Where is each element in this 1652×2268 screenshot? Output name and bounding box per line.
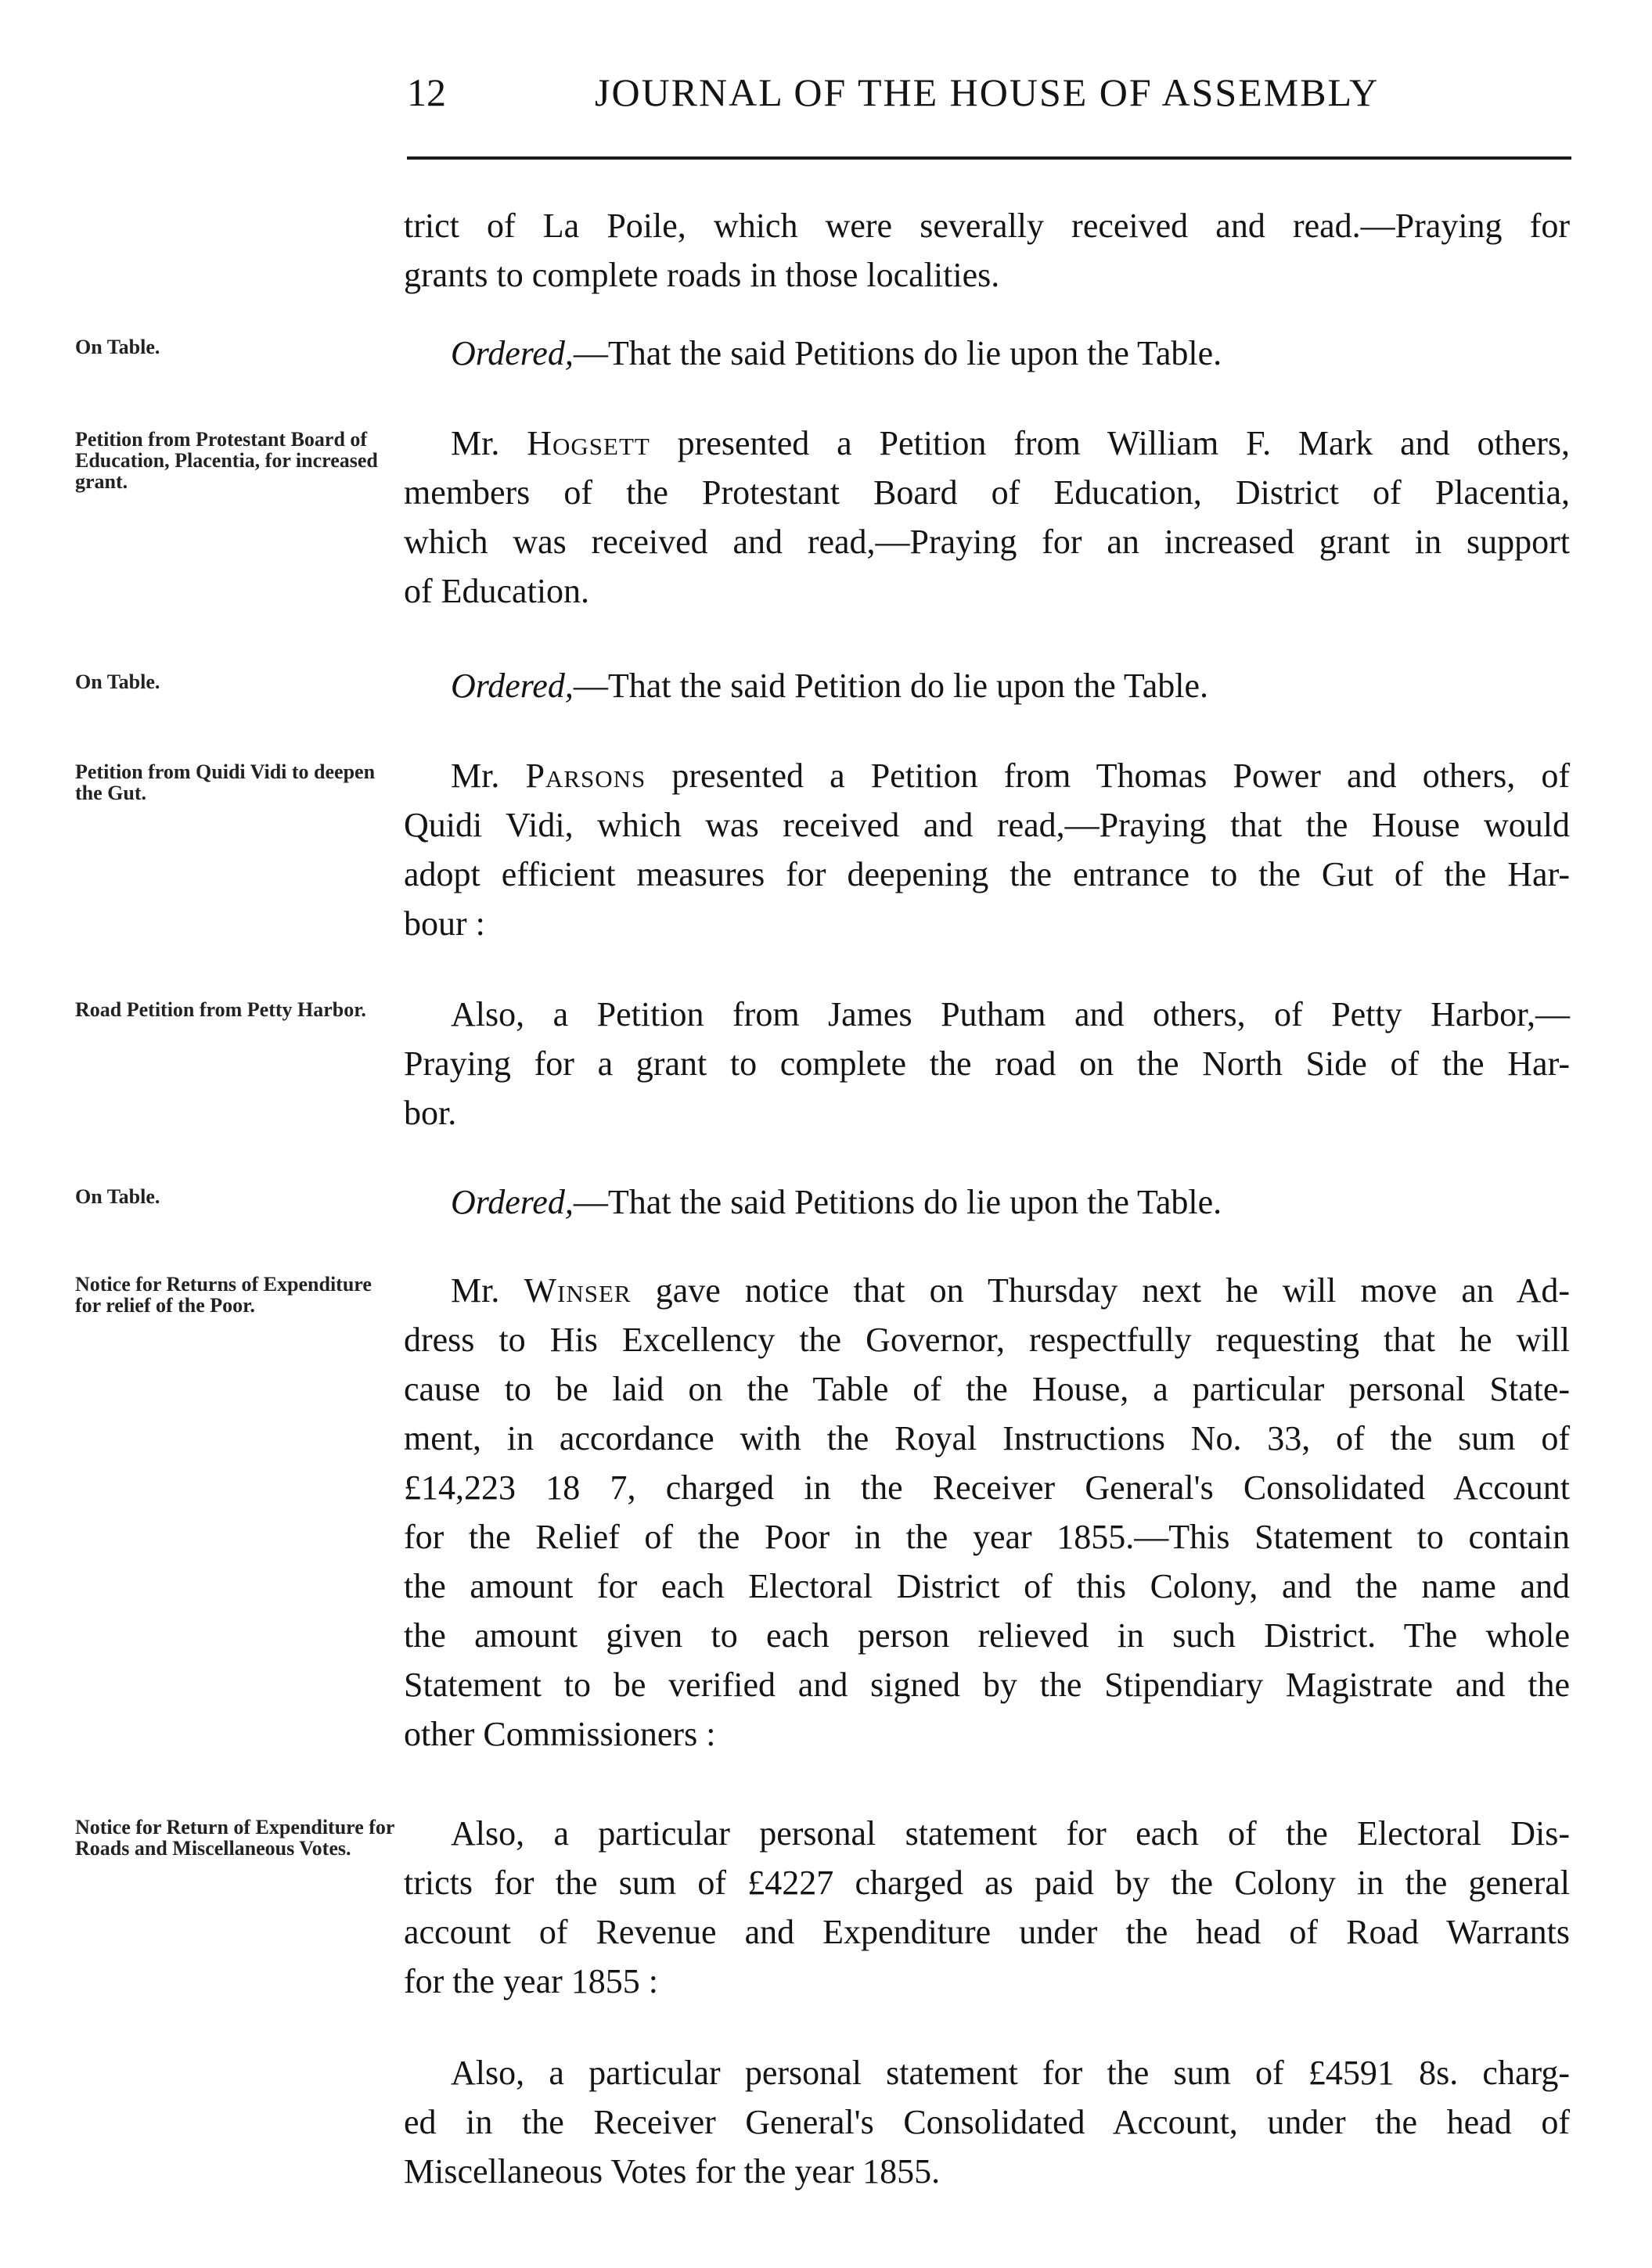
margin-note-protestant-board: Petition from Protestant Board of Education, Placentia, for increased grant. bbox=[75, 428, 378, 493]
text-line: Quidi Vidi, which was received and read,—Praying that the House would bbox=[404, 806, 1570, 844]
text-line: trict of La Poile, which were severally received and read.—Praying for bbox=[404, 207, 1570, 245]
text-line: Praying for a grant to complete the road on the North Side of the Har- bbox=[404, 1044, 1570, 1083]
paragraph-miscellaneous-votes bbox=[404, 2048, 1570, 2196]
page-number: 12 bbox=[407, 70, 446, 114]
ordered-label: Ordered, bbox=[451, 334, 574, 372]
margin-note-on-table-2: On Table. bbox=[75, 670, 160, 693]
ordered-text: —That the said Petitions do lie upon the Table. bbox=[573, 1183, 1222, 1221]
member-name: Parsons bbox=[525, 757, 646, 795]
text-line: bor. bbox=[404, 1094, 457, 1132]
text-line: tricts for the sum of £4227 charged as paid by the Colony in the general bbox=[404, 1864, 1570, 1902]
text-line: for the Relief of the Poor in the year 1855.—This Statement to contain bbox=[404, 1518, 1570, 1556]
paragraph-hogsett-petition bbox=[404, 419, 1570, 616]
header-rule bbox=[407, 156, 1571, 160]
paragraph-petty-harbor-petition bbox=[404, 990, 1570, 1138]
margin-note-quidi-vidi: Petition from Quidi Vidi to deepen the Gut. bbox=[75, 760, 376, 804]
margin-note-poor-relief: Notice for Returns of Expenditure for relief of the Poor. bbox=[75, 1273, 372, 1317]
text-line: bour : bbox=[404, 904, 485, 943]
page-header bbox=[407, 69, 1565, 116]
paragraph-road-warrants bbox=[404, 1809, 1570, 2006]
text-line: Miscellaneous Votes for the year 1855. bbox=[404, 2152, 941, 2191]
text-line: adopt efficient measures for deepening the entrance to the Gut of the Har- bbox=[404, 855, 1570, 893]
paragraph-ordered-1 bbox=[404, 329, 1570, 378]
text-line: presented a Petition from Thomas Power and others, of bbox=[646, 757, 1570, 795]
ordered-text: —That the said Petitions do lie upon the Table. bbox=[573, 334, 1222, 372]
text-line: which was received and read,—Praying for an increased grant in support bbox=[404, 523, 1570, 561]
margin-note-petty-harbor: Road Petition from Petty Harbor. bbox=[75, 998, 366, 1021]
text-line: dress to His Excellency the Governor, respectfully requesting that he will bbox=[404, 1321, 1570, 1359]
text-line: grants to complete roads in those localities. bbox=[404, 256, 1000, 294]
text-line: Also, a particular personal statement for the sum of £4591 8s. charg- bbox=[451, 2054, 1570, 2092]
text-line: gave notice that on Thursday next he will move an Ad- bbox=[631, 1271, 1571, 1310]
text-line: the amount for each Electoral District of this Colony, and the name and bbox=[404, 1567, 1570, 1605]
margin-note-on-table-1: On Table. bbox=[75, 336, 160, 358]
ordered-label: Ordered, bbox=[451, 1183, 574, 1221]
member-title: Mr. bbox=[451, 1271, 500, 1310]
running-title: JOURNAL OF THE HOUSE OF ASSEMBLY bbox=[595, 70, 1380, 114]
ordered-text: —That the said Petition do lie upon the Table. bbox=[573, 667, 1209, 705]
text-line: the amount given to each person relieved in such District. The whole bbox=[404, 1616, 1570, 1655]
paragraph-parsons-petition bbox=[404, 751, 1570, 948]
text-line: Also, a particular personal statement for each of the Electoral Dis- bbox=[451, 1814, 1570, 1853]
text-line: members of the Protestant Board of Education, District of Placentia, bbox=[404, 473, 1570, 512]
ordered-label: Ordered, bbox=[451, 667, 574, 705]
text-line: presented a Petition from William F. Mark and others, bbox=[650, 424, 1571, 462]
member-title: Mr. bbox=[451, 424, 500, 462]
text-line: ed in the Receiver General's Consolidated Account, under the head of bbox=[404, 2103, 1570, 2141]
text-line: other Commissioners : bbox=[404, 1715, 716, 1753]
member-title: Mr. bbox=[451, 757, 500, 795]
text-line: for the year 1855 : bbox=[404, 1962, 658, 2000]
paragraph-winser-notice bbox=[404, 1266, 1570, 1759]
text-line: cause to be laid on the Table of the House, a particular personal State- bbox=[404, 1370, 1570, 1408]
text-line: of Education. bbox=[404, 572, 590, 610]
margin-note-roads-misc: Notice for Return of Expenditure for Roads and Miscellaneous Votes. bbox=[75, 1816, 395, 1860]
text-line: ment, in accordance with the Royal Instructions No. 33, of the sum of bbox=[404, 1419, 1570, 1457]
text-line: Also, a Petition from James Putham and others, of Petty Harbor,— bbox=[451, 995, 1570, 1033]
paragraph-ordered-2 bbox=[404, 661, 1570, 710]
paragraph-la-poile bbox=[404, 201, 1570, 300]
text-line: £14,223 18 7, charged in the Receiver General's Consolidated Account bbox=[404, 1468, 1570, 1507]
text-line: Statement to be verified and signed by the Stipendiary Magistrate and the bbox=[404, 1666, 1570, 1704]
paragraph-ordered-3 bbox=[404, 1177, 1570, 1227]
member-name: Hogsett bbox=[527, 424, 650, 462]
text-line: account of Revenue and Expenditure under the head of Road Warrants bbox=[404, 1913, 1570, 1951]
member-name: Winser bbox=[524, 1271, 632, 1310]
margin-note-on-table-3: On Table. bbox=[75, 1185, 160, 1208]
